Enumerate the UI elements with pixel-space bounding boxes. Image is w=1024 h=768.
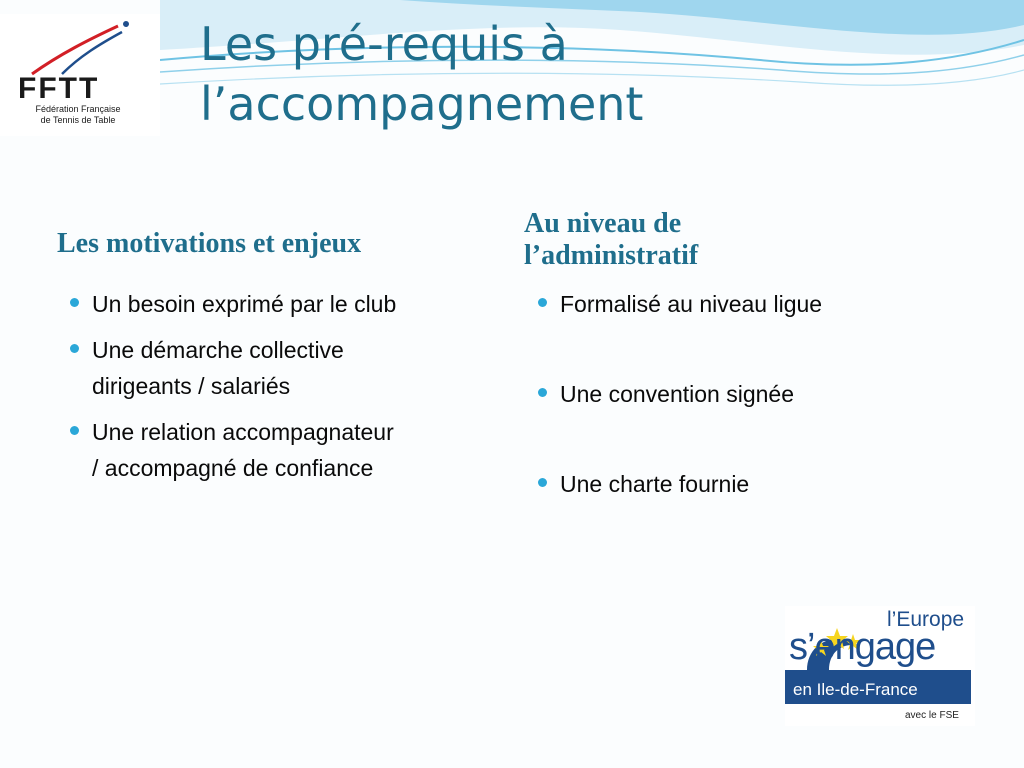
bullet-text-line2: / accompagné de confiance (92, 455, 374, 481)
list-item (532, 286, 952, 322)
list-item (64, 286, 494, 322)
bullet-dot-icon (70, 298, 79, 307)
list-item (532, 376, 952, 412)
right-column-heading (524, 208, 824, 272)
bullet-text-line2: dirigeants / salariés (92, 373, 291, 399)
bullet-text-line1: Une relation accompagnateur (92, 419, 394, 445)
europe-engage-logo (785, 606, 975, 726)
bullet-text: Une charte fournie (560, 471, 750, 497)
bullet-text-line1: Une démarche collective (92, 337, 344, 363)
bullet-dot-icon (538, 298, 547, 307)
bullet-dot-icon (70, 344, 79, 353)
bullet-text: Un besoin exprimé par le club (92, 291, 397, 317)
bullet-dot-icon (538, 478, 547, 487)
title-line1: Les pré-requis à (200, 17, 568, 71)
fftt-logo (0, 14, 160, 136)
list-item (64, 414, 494, 486)
eu-logo-line2: s’engage (789, 626, 936, 668)
bullet-dot-icon (70, 426, 79, 435)
fftt-caption-line1: Fédération Française (35, 104, 121, 114)
bullet-text: Une convention signée (560, 381, 794, 407)
fftt-caption (20, 104, 136, 126)
eu-logo-line1: l’Europe (887, 608, 965, 631)
right-bullet-list (532, 286, 952, 556)
left-bullet-list (64, 286, 494, 496)
fftt-caption-line2: de Tennis de Table (40, 115, 116, 125)
bullet-dot-icon (538, 388, 547, 397)
right-heading-line1: Au niveau de (524, 208, 682, 239)
right-heading-line2: l’administratif (524, 240, 699, 271)
list-item (64, 332, 494, 404)
bullet-text: Formalisé au niveau ligue (560, 291, 823, 317)
fftt-letters: FFTT (18, 72, 100, 105)
title-line2: l’accompagnement (200, 77, 644, 131)
eu-logo-line4: avec le FSE (905, 710, 959, 721)
slide-title (200, 14, 900, 134)
eu-logo-line3: en Ile-de-France (793, 680, 918, 699)
left-column-heading: Les motivations et enjeux (57, 228, 362, 259)
list-item (532, 466, 952, 502)
